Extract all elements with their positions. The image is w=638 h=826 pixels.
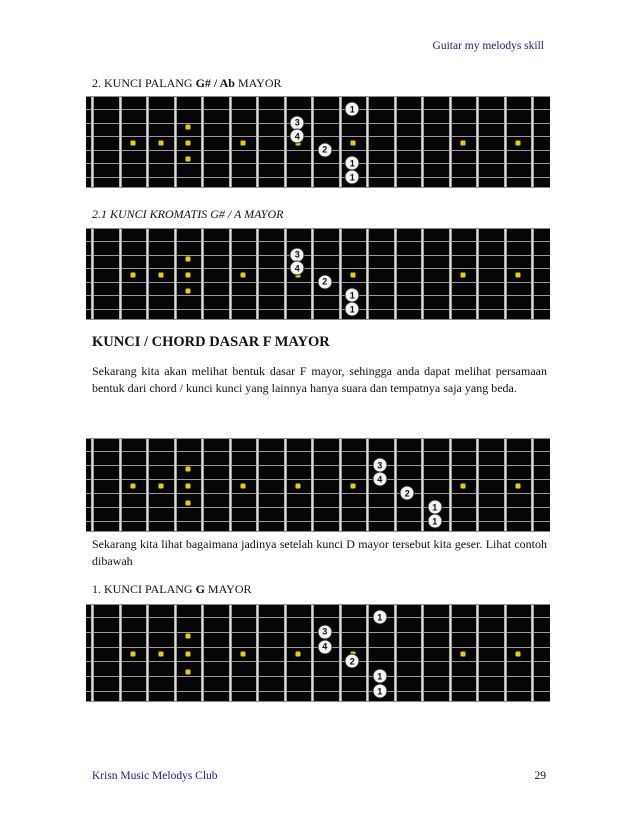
fret-wire (394, 605, 397, 701)
fret-marker (241, 141, 246, 146)
string-line (86, 136, 550, 137)
string-line (86, 241, 550, 242)
fret-wire (531, 229, 534, 319)
fret-wire (476, 97, 479, 187)
fret-wire (366, 97, 369, 187)
finger-position: 4 (290, 129, 305, 144)
fret-marker (131, 484, 136, 489)
fret-wire (394, 439, 397, 531)
fret-wire (256, 229, 259, 319)
fret-wire (394, 97, 397, 187)
fretboard-g-sharp-ab-mayor (86, 96, 550, 188)
fret-wire (311, 229, 314, 319)
fret-wire (421, 229, 424, 319)
fret-wire (91, 97, 94, 187)
fret-wire (174, 605, 177, 701)
fret-wire (146, 229, 149, 319)
fret-marker (131, 652, 136, 657)
fretboard-kromatis (86, 228, 550, 320)
finger-position: 1 (345, 170, 360, 185)
string-line (86, 691, 550, 692)
fret-wire (311, 439, 314, 531)
finger-position: 2 (317, 274, 332, 289)
fret-wire (256, 97, 259, 187)
fret-marker-double (186, 256, 191, 261)
fret-wire (119, 229, 122, 319)
fret-wire (449, 605, 452, 701)
fret-wire (229, 97, 232, 187)
fret-wire (311, 97, 314, 187)
finger-position: 1 (427, 500, 442, 515)
fret-wire (119, 605, 122, 701)
string-line (86, 163, 550, 164)
string-line (86, 268, 550, 269)
caption-g-mayor: 1. KUNCI PALANG G MAYOR (92, 582, 252, 596)
fret-wire (284, 97, 287, 187)
finger-position: 4 (372, 472, 387, 487)
string-line (86, 255, 550, 256)
finger-position: 3 (290, 115, 305, 130)
fret-marker (516, 273, 521, 278)
string-line (86, 123, 550, 124)
fret-wire (146, 605, 149, 701)
fret-marker (351, 484, 356, 489)
fret-marker-double (186, 633, 191, 638)
string-line (86, 451, 550, 452)
fret-marker (186, 484, 191, 489)
fret-wire (366, 605, 369, 701)
fret-marker (516, 484, 521, 489)
fretboard-f-mayor (86, 438, 550, 532)
fret-marker-double (186, 670, 191, 675)
fret-marker-double (186, 467, 191, 472)
fret-marker (131, 273, 136, 278)
string-line (86, 295, 550, 296)
fret-marker (296, 484, 301, 489)
fret-wire (284, 229, 287, 319)
fret-wire (531, 605, 534, 701)
fret-wire (229, 229, 232, 319)
finger-position: 2 (317, 142, 332, 157)
finger-position: 1 (345, 102, 360, 117)
paragraph-geser: Sekarang kita lihat bagaimana jadinya setelah kunci D mayor tersebut kita geser. Lihat contoh dibawah (92, 537, 547, 568)
footer-club-name: Krisn Music Melodys Club (92, 770, 218, 782)
fret-wire (201, 439, 204, 531)
fret-wire (119, 439, 122, 531)
caption-kromatis: 2.1 KUNCI KROMATIS G# / A MAYOR (92, 207, 284, 221)
fret-marker (131, 141, 136, 146)
string-line (86, 521, 550, 522)
paragraph-intro: Sekarang kita akan melihat bentuk dasar F mayor, sehingga anda dapat melihat persamaan bentuk dari chord / kunci kunci yang lainnya hanya suara dan tempatnya saja yang beda. (92, 364, 547, 395)
fret-wire (504, 439, 507, 531)
fret-wire (339, 229, 342, 319)
fret-wire (91, 229, 94, 319)
fret-marker-double (186, 501, 191, 506)
fret-wire (421, 97, 424, 187)
string-line (86, 507, 550, 508)
fret-wire (339, 605, 342, 701)
finger-position: 3 (290, 247, 305, 262)
fretboard-g-mayor (86, 604, 550, 702)
fret-wire (366, 229, 369, 319)
fret-wire (531, 97, 534, 187)
fret-marker (351, 141, 356, 146)
fret-marker-double (186, 289, 191, 294)
finger-position: 1 (372, 669, 387, 684)
fret-marker (461, 484, 466, 489)
string-line (86, 661, 550, 662)
fret-marker (186, 141, 191, 146)
fret-wire (201, 229, 204, 319)
finger-position: 1 (345, 302, 360, 317)
fret-marker (186, 652, 191, 657)
fret-marker (461, 141, 466, 146)
fret-wire (366, 439, 369, 531)
finger-position: 1 (372, 684, 387, 699)
fret-wire (504, 229, 507, 319)
fret-wire (449, 229, 452, 319)
fret-wire (476, 439, 479, 531)
finger-position: 1 (372, 610, 387, 625)
fret-wire (339, 439, 342, 531)
fret-wire (421, 439, 424, 531)
fret-marker (241, 484, 246, 489)
string-line (86, 177, 550, 178)
fret-wire (504, 605, 507, 701)
fret-marker (296, 652, 301, 657)
fret-wire (449, 97, 452, 187)
fret-wire (476, 229, 479, 319)
fret-marker (241, 273, 246, 278)
fret-marker (158, 273, 163, 278)
string-line (86, 493, 550, 494)
fret-wire (146, 439, 149, 531)
fret-wire (531, 439, 534, 531)
fret-wire (174, 97, 177, 187)
finger-position: 1 (345, 156, 360, 171)
fret-wire (229, 605, 232, 701)
fret-wire (476, 605, 479, 701)
fret-marker (461, 652, 466, 657)
string-line (86, 309, 550, 310)
fret-wire (91, 439, 94, 531)
fret-wire (201, 605, 204, 701)
fret-marker (158, 484, 163, 489)
page-number: 29 (534, 770, 546, 782)
finger-position: 2 (345, 654, 360, 669)
fret-wire (504, 97, 507, 187)
finger-position: 1 (427, 514, 442, 529)
string-line (86, 676, 550, 677)
fret-marker (186, 273, 191, 278)
fret-wire (91, 605, 94, 701)
fret-wire (201, 97, 204, 187)
fret-wire (256, 439, 259, 531)
fret-wire (174, 229, 177, 319)
fret-wire (146, 97, 149, 187)
string-line (86, 465, 550, 466)
finger-position: 4 (290, 261, 305, 276)
fret-wire (311, 605, 314, 701)
caption-g-sharp-ab-mayor: 2. KUNCI PALANG G# / Ab MAYOR (92, 76, 282, 90)
fret-marker-double (186, 157, 191, 162)
fret-marker (461, 273, 466, 278)
finger-position: 3 (317, 624, 332, 639)
finger-position: 1 (345, 288, 360, 303)
fret-wire (421, 605, 424, 701)
fret-marker (516, 141, 521, 146)
fret-wire (339, 97, 342, 187)
string-line (86, 617, 550, 618)
fret-wire (284, 439, 287, 531)
fret-marker-double (186, 124, 191, 129)
fret-marker (158, 141, 163, 146)
string-line (86, 109, 550, 110)
fret-marker (158, 652, 163, 657)
fret-wire (119, 97, 122, 187)
fret-wire (229, 439, 232, 531)
fret-marker (516, 652, 521, 657)
fret-wire (394, 229, 397, 319)
string-line (86, 479, 550, 480)
fret-wire (174, 439, 177, 531)
section-title: KUNCI / CHORD DASAR F MAYOR (92, 334, 330, 350)
fret-marker (241, 652, 246, 657)
fret-wire (284, 605, 287, 701)
fret-wire (256, 605, 259, 701)
fret-marker (351, 273, 356, 278)
finger-position: 2 (400, 486, 415, 501)
finger-position: 4 (317, 639, 332, 654)
fret-wire (449, 439, 452, 531)
page-header: Guitar my melodys skill (432, 40, 544, 52)
finger-position: 3 (372, 458, 387, 473)
